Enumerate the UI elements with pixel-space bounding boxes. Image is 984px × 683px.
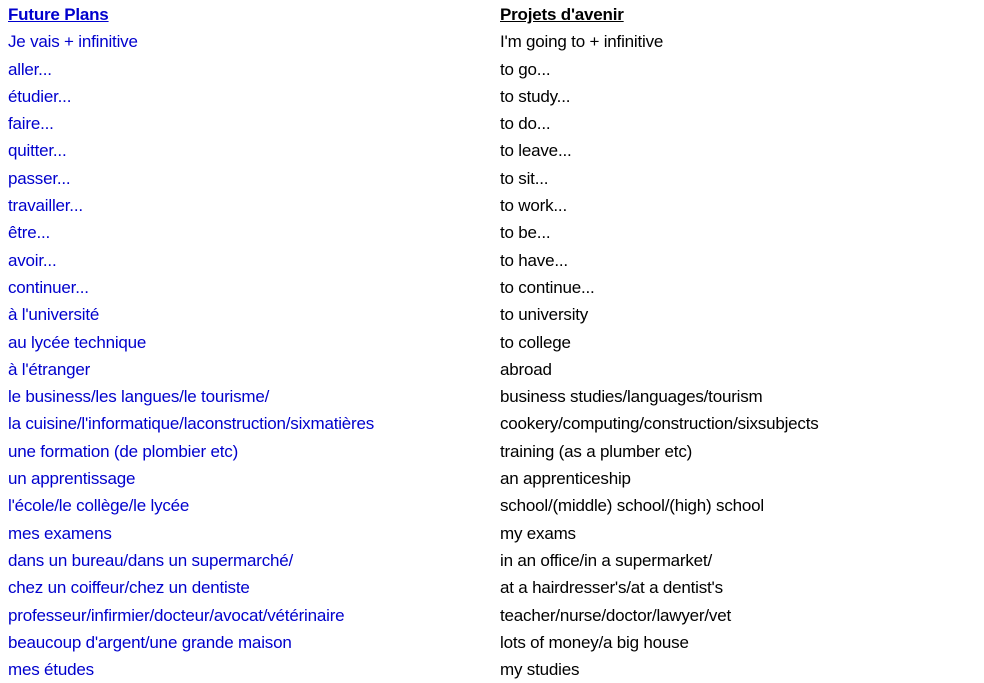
english-term: to be... xyxy=(500,223,551,243)
french-term: passer... xyxy=(8,168,71,188)
table-row xyxy=(8,492,984,519)
english-term: abroad xyxy=(500,359,552,379)
english-term: business studies/languages/tourism xyxy=(500,387,763,407)
english-term: to sit... xyxy=(500,168,549,188)
table-row xyxy=(8,438,984,465)
english-term: teacher/nurse/doctor/lawyer/vet xyxy=(500,605,731,625)
english-term: my exams xyxy=(500,523,576,543)
french-term: la cuisine/l'informatique/laconstruction/sixmatières xyxy=(8,414,375,434)
english-term: in an office/in a supermarket/ xyxy=(500,550,712,570)
table-row xyxy=(8,192,984,219)
english-term: school/(middle) school/(high) school xyxy=(500,496,764,516)
english-term: to continue... xyxy=(500,277,595,297)
table-row xyxy=(8,602,984,629)
english-term: to university xyxy=(500,305,589,325)
french-term: un apprentissage xyxy=(8,469,136,489)
table-row xyxy=(8,301,984,328)
english-term: to study... xyxy=(500,86,571,106)
table-row xyxy=(8,574,984,601)
french-term: aller... xyxy=(8,59,52,79)
french-term: avoir... xyxy=(8,250,57,270)
table-row xyxy=(8,165,984,192)
english-term: an apprenticeship xyxy=(500,469,631,489)
french-term: une formation (de plombier etc) xyxy=(8,441,239,461)
french-term: chez un coiffeur/chez un dentiste xyxy=(8,578,250,598)
table-row xyxy=(8,656,984,683)
english-term: my studies xyxy=(500,660,580,680)
french-term: beaucoup d'argent/une grande maison xyxy=(8,632,292,652)
table-row xyxy=(8,383,984,410)
french-term: dans un bureau/dans un supermarché/ xyxy=(8,550,294,570)
table-row xyxy=(8,219,984,246)
french-term: au lycée technique xyxy=(8,332,147,352)
table-row xyxy=(8,247,984,274)
table-row xyxy=(8,520,984,547)
table-row xyxy=(8,274,984,301)
header-row xyxy=(8,1,984,28)
french-term: continuer... xyxy=(8,277,89,297)
french-term: professeur/infirmier/docteur/avocat/vétérinaire xyxy=(8,605,345,625)
french-term: le business/les langues/le tourisme/ xyxy=(8,387,270,407)
french-term: faire... xyxy=(8,114,54,134)
english-term: to have... xyxy=(500,250,568,270)
french-term: être... xyxy=(8,223,51,243)
french-term: quitter... xyxy=(8,141,67,161)
table-row xyxy=(8,137,984,164)
table-row xyxy=(8,547,984,574)
english-term: cookery/computing/construction/sixsubjects xyxy=(500,414,819,434)
english-term: to do... xyxy=(500,114,551,134)
table-row xyxy=(8,465,984,492)
right-column-header: Projets d'avenir xyxy=(500,5,624,24)
english-term: lots of money/a big house xyxy=(500,632,689,652)
english-term: I'm going to + infinitive xyxy=(500,32,664,52)
english-term: at a hairdresser's/at a dentist's xyxy=(500,578,723,598)
english-term: to leave... xyxy=(500,141,572,161)
french-term: travailler... xyxy=(8,196,83,216)
left-column-header: Future Plans xyxy=(8,5,109,24)
french-term: l'école/le collège/le lycée xyxy=(8,496,190,516)
english-term: to go... xyxy=(500,59,551,79)
table-row xyxy=(8,410,984,437)
english-term: to work... xyxy=(500,196,567,216)
french-term: mes études xyxy=(8,660,94,680)
french-term: à l'université xyxy=(8,305,100,325)
table-row xyxy=(8,356,984,383)
french-term: Je vais + infinitive xyxy=(8,32,138,52)
french-term: étudier... xyxy=(8,86,72,106)
table-row xyxy=(8,329,984,356)
table-row xyxy=(8,83,984,110)
english-term: training (as a plumber etc) xyxy=(500,441,693,461)
table-row xyxy=(8,629,984,656)
english-term: to college xyxy=(500,332,571,352)
table-row xyxy=(8,110,984,137)
table-row xyxy=(8,56,984,83)
french-term: à l'étranger xyxy=(8,359,91,379)
table-row xyxy=(8,28,984,55)
french-term: mes examens xyxy=(8,523,112,543)
